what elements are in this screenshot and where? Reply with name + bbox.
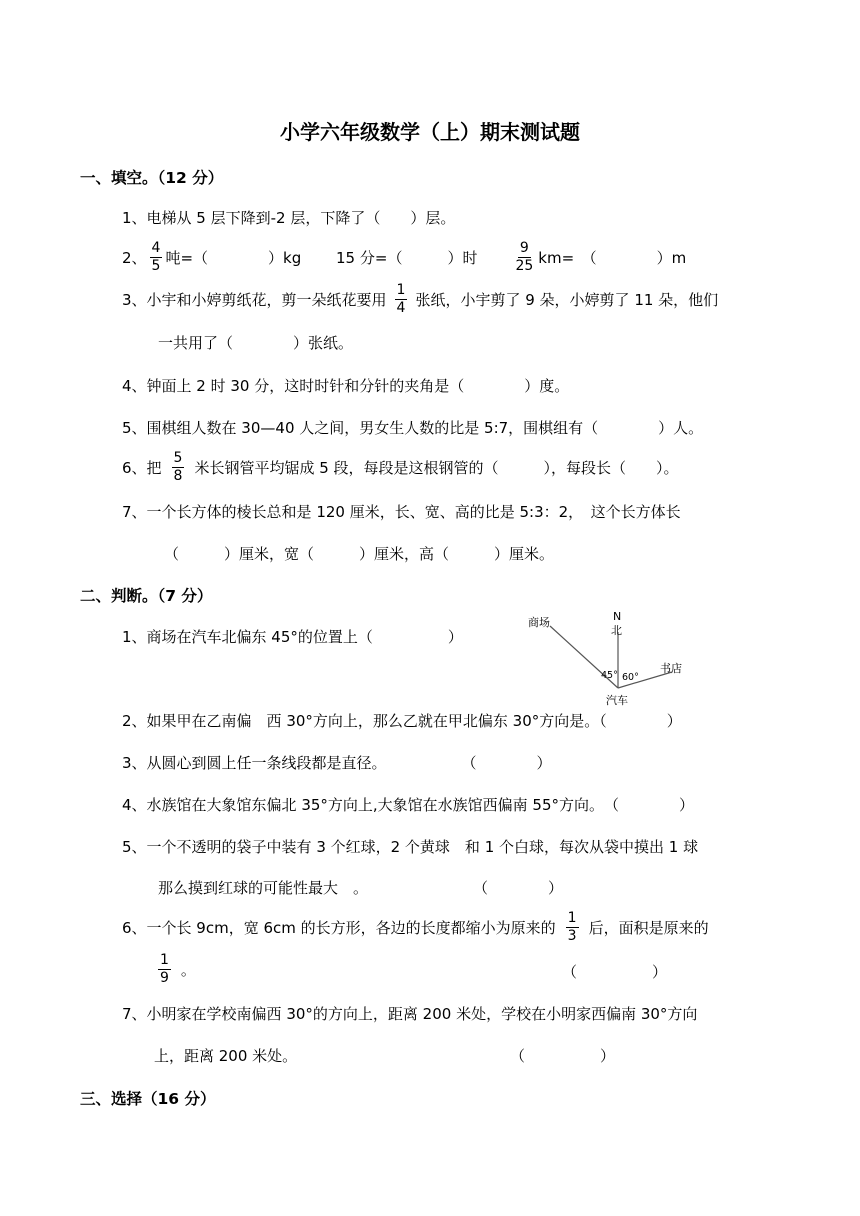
s2-question-5: 5、一个不透明的袋子中装有 3 个红球，2 个黄球 和 1 个白球，每次从袋中摸出 1 球 (122, 838, 699, 856)
s2-question-2: 2、如果甲在乙南偏 西 30°方向上，那么乙就在甲北偏东 30°方向是。（ ） (122, 712, 682, 730)
s1-question-7-line-2: （ ）厘米，宽（ ）厘米，高（ ）厘米。 (164, 545, 555, 563)
q2-text-2: km= （ ）m (538, 249, 687, 267)
car-label: 汽车 (606, 694, 628, 707)
direction-diagram (520, 602, 700, 710)
s1-question-1: 1、电梯从 5 层下降到-2 层，下降了（ ）层。 (122, 209, 456, 227)
fraction-1-9 (158, 952, 171, 987)
s1-question-2 (122, 240, 686, 275)
denominator: 25 (515, 258, 534, 274)
q3-text-1: 3、小宇和小婷剪纸花，剪一朵纸花要用 (122, 291, 387, 309)
s2-question-3: 3、从圆心到圆上任一条线段都是直径。 （ ） (122, 754, 552, 772)
s1-question-3-line-2: 一共用了（ ）张纸。 (158, 334, 354, 352)
q2-text-1: 吨=（ ）kg 15 分=（ ）时 (165, 249, 478, 267)
fraction-1-3 (566, 910, 579, 945)
fraction-1-4 (395, 282, 408, 317)
fraction-9-25 (513, 240, 535, 275)
s2-question-6-line-2 (156, 952, 196, 987)
s1-question-6 (122, 450, 679, 485)
section-2-heading: 二、判断。（7 分） (80, 587, 213, 605)
numerator: 9 (519, 240, 529, 256)
angle-45-label: 45° (601, 670, 618, 681)
q6-text-2: 后，面积是原来的 (588, 919, 709, 937)
s2-question-7-line-2: 上，距离 200 米处。 (154, 1047, 298, 1065)
angle-60-label: 60° (622, 672, 639, 683)
north-n-label: N (613, 610, 622, 623)
s2-question-7: 7、小明家在学校南偏西 30°的方向上，距离 200 米处，学校在小明家西偏南 30°方向 (122, 1005, 698, 1023)
s2-question-7-answer: （ ） (510, 1047, 616, 1065)
section-3-heading: 三、选择（16 分） (80, 1090, 216, 1108)
north-label: 北 (611, 624, 622, 637)
q6-text-1: 6、把 (122, 459, 162, 477)
q3-text-2: 张纸，小宇剪了 9 朵，小婷剪了 11 朵，他们 (415, 291, 719, 309)
s2-question-4: 4、水族馆在大象馆东偏北 35°方向上,大象馆在水族馆西偏南 55°方向。 （ ） (122, 796, 695, 814)
fraction-4-5 (150, 240, 163, 275)
s2-question-1: 1、商场在汽车北偏东 45°的位置上（ ） (122, 628, 463, 646)
numerator: 1 (396, 282, 406, 298)
section-1-heading: 一、填空。（12 分） (80, 169, 224, 187)
q6-text-2: 米长钢管平均锯成 5 段，每段是这根钢管的（ ），每段长（ ）。 (194, 459, 679, 477)
denominator: 8 (173, 468, 183, 484)
q6-text-3: 。 (180, 961, 196, 979)
s2-question-6-answer: （ ） (562, 963, 668, 981)
page-title: 小学六年级数学（上）期末测试题 (280, 120, 580, 144)
s1-question-3 (122, 282, 718, 317)
mall-label: 商场 (528, 616, 550, 629)
numerator: 1 (160, 952, 169, 968)
numerator: 5 (173, 450, 183, 466)
denominator: 5 (151, 258, 161, 274)
s1-question-5: 5、围棋组人数在 30—40 人之间，男女生人数的比是 5:7，围棋组有（ ）人。 (122, 419, 704, 437)
q2-prefix: 2、 (122, 249, 147, 267)
fraction-5-8 (172, 450, 185, 485)
s1-question-4: 4、钟面上 2 时 30 分，这时时针和分针的夹角是（ ）度。 (122, 377, 570, 395)
s2-question-5-line-2: 那么摸到红球的可能性最大 。 （ ） (158, 879, 564, 897)
denominator: 9 (160, 970, 169, 986)
numerator: 4 (151, 240, 161, 256)
s1-question-7: 7、一个长方体的棱长总和是 120 厘米，长、宽、高的比是 5:3：2， 这个长方体长 (122, 503, 681, 521)
denominator: 4 (396, 300, 406, 316)
denominator: 3 (567, 928, 577, 944)
numerator: 1 (567, 910, 577, 926)
s2-question-6 (122, 910, 709, 945)
bookstore-label: 书店 (660, 662, 682, 675)
q6-text-1: 6、一个长 9cm，宽 6cm 的长方形，各边的长度都缩小为原来的 (122, 919, 556, 937)
